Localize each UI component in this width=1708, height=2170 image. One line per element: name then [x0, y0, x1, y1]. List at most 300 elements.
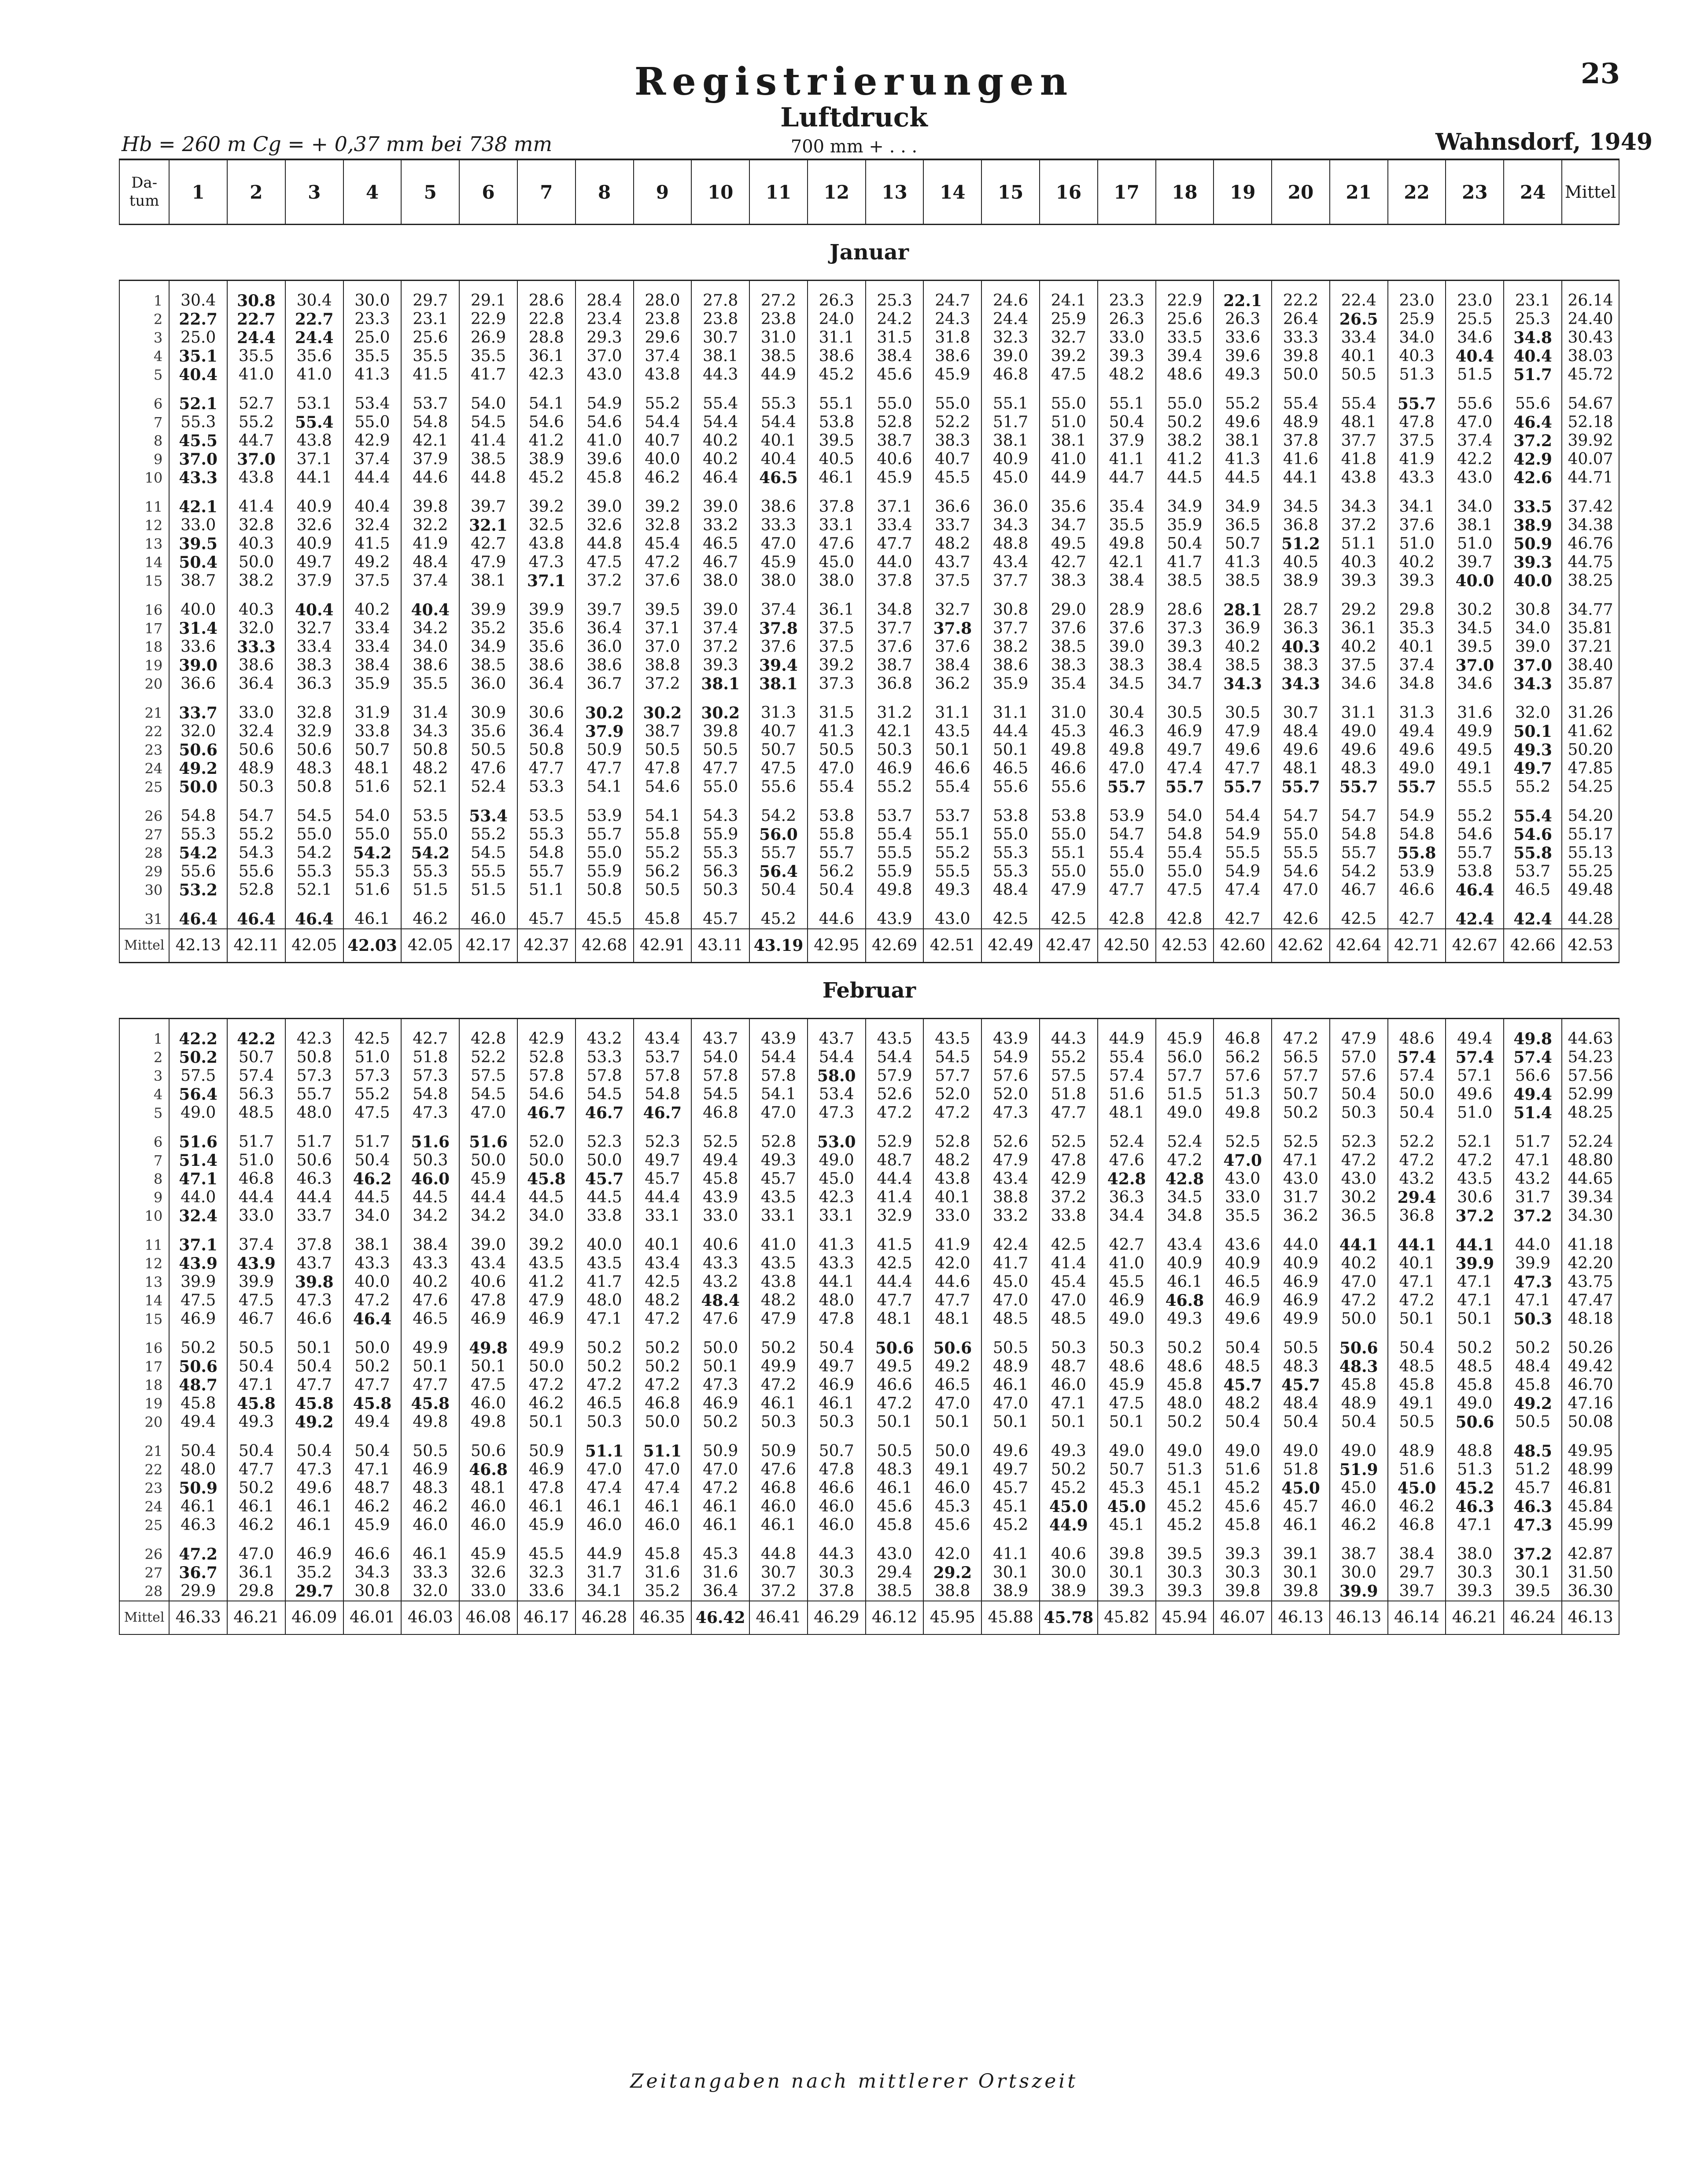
- value-cell: 54.2: [285, 844, 343, 862]
- value-cell: 50.6: [285, 1151, 343, 1170]
- table-row: [119, 1085, 1619, 1104]
- hourly-mean-cell: 42.53: [1156, 929, 1214, 963]
- hourly-mean-cell: 46.07: [1214, 1601, 1272, 1634]
- value-cell: 40.0: [1504, 572, 1562, 590]
- value-cell: 45.2: [517, 469, 575, 487]
- value-cell: 57.6: [1214, 1067, 1272, 1085]
- value-cell: 51.8: [1272, 1460, 1330, 1479]
- value-cell: 50.7: [227, 1048, 285, 1067]
- value-cell: 36.3: [1098, 1188, 1156, 1207]
- value-cell: 37.7: [1330, 432, 1388, 450]
- value-cell: 48.5: [227, 1104, 285, 1122]
- value-cell: 52.5: [1214, 1122, 1272, 1151]
- value-cell: 50.5: [866, 1431, 924, 1460]
- value-cell: 37.7: [981, 619, 1040, 638]
- value-cell: 47.8: [517, 1479, 575, 1497]
- value-cell: 37.2: [1330, 516, 1388, 535]
- value-cell: 50.5: [1388, 1413, 1446, 1431]
- value-cell: 52.5: [1272, 1122, 1330, 1151]
- value-cell: 49.4: [1388, 722, 1446, 741]
- value-cell: 45.1: [1098, 1516, 1156, 1534]
- value-cell: 24.4: [981, 310, 1040, 329]
- value-cell: 51.6: [169, 1122, 227, 1151]
- value-cell: 46.3: [285, 1170, 343, 1188]
- value-cell: 50.4: [1156, 535, 1214, 553]
- value-cell: 33.4: [1330, 329, 1388, 347]
- value-cell: 32.0: [1504, 693, 1562, 722]
- value-cell: 47.3: [517, 553, 575, 572]
- value-cell: 25.3: [1504, 310, 1562, 329]
- date-cell: 1: [119, 281, 169, 311]
- value-cell: 42.3: [517, 366, 575, 384]
- value-cell: 46.6: [866, 1376, 924, 1394]
- value-cell: 43.9: [169, 1254, 227, 1273]
- daily-mean-cell: 31.26: [1562, 693, 1619, 722]
- value-cell: 47.8: [459, 1291, 517, 1310]
- value-cell: 44.3: [691, 366, 749, 384]
- value-cell: 53.7: [923, 796, 981, 825]
- date-cell: 13: [119, 1273, 169, 1291]
- value-cell: 38.4: [1156, 656, 1214, 675]
- value-cell: 45.8: [575, 469, 634, 487]
- value-cell: 46.9: [169, 1310, 227, 1328]
- value-cell: 49.3: [1214, 366, 1272, 384]
- value-cell: 39.3: [691, 656, 749, 675]
- value-cell: 38.7: [866, 432, 924, 450]
- value-cell: 30.1: [1504, 1564, 1562, 1582]
- value-cell: 47.2: [923, 1104, 981, 1122]
- value-cell: 51.1: [517, 881, 575, 899]
- value-cell: 40.3: [1330, 553, 1388, 572]
- value-cell: 46.0: [459, 1497, 517, 1516]
- table-row: [119, 1019, 1619, 1049]
- value-cell: 39.9: [1504, 1254, 1562, 1273]
- value-cell: 48.0: [285, 1104, 343, 1122]
- value-cell: 50.0: [459, 1151, 517, 1170]
- value-cell: 50.4: [1272, 1413, 1330, 1431]
- value-cell: 36.4: [517, 722, 575, 741]
- value-cell: 55.5: [459, 862, 517, 881]
- value-cell: 50.0: [517, 1151, 575, 1170]
- value-cell: 35.5: [401, 675, 459, 693]
- value-cell: 37.2: [575, 572, 634, 590]
- value-cell: 43.5: [923, 1019, 981, 1049]
- value-cell: 49.5: [1040, 535, 1098, 553]
- hourly-mean-cell: 46.14: [1388, 1601, 1446, 1634]
- value-cell: 54.5: [923, 1048, 981, 1067]
- value-cell: 40.3: [1388, 347, 1446, 366]
- value-cell: 51.6: [1388, 1460, 1446, 1479]
- value-cell: 53.7: [634, 1048, 692, 1067]
- value-cell: 43.3: [1388, 469, 1446, 487]
- value-cell: 46.5: [923, 1376, 981, 1394]
- value-cell: 34.3: [981, 516, 1040, 535]
- value-cell: 50.8: [575, 881, 634, 899]
- value-cell: 29.3: [575, 329, 634, 347]
- value-cell: 36.1: [1330, 619, 1388, 638]
- value-cell: 52.4: [459, 778, 517, 796]
- value-cell: 40.9: [1214, 1254, 1272, 1273]
- value-cell: 49.9: [749, 1357, 808, 1376]
- value-cell: 40.2: [1330, 638, 1388, 656]
- value-cell: 49.5: [866, 1357, 924, 1376]
- value-cell: 36.1: [517, 347, 575, 366]
- value-cell: 34.6: [1446, 675, 1504, 693]
- value-cell: 54.4: [866, 1048, 924, 1067]
- table-row: [119, 862, 1619, 881]
- value-cell: 39.2: [517, 487, 575, 516]
- value-cell: 26.5: [1330, 310, 1388, 329]
- value-cell: 46.8: [749, 1479, 808, 1497]
- value-cell: 25.9: [1040, 310, 1098, 329]
- table-row: [119, 1413, 1619, 1431]
- value-cell: 34.8: [1156, 1207, 1214, 1225]
- value-cell: 29.2: [1330, 590, 1388, 619]
- date-cell: 7: [119, 413, 169, 432]
- value-cell: 44.5: [1214, 469, 1272, 487]
- table-row: [119, 1310, 1619, 1328]
- value-cell: 53.5: [517, 796, 575, 825]
- value-cell: 54.0: [459, 384, 517, 413]
- value-cell: 50.5: [1504, 1413, 1562, 1431]
- value-cell: 37.2: [749, 1582, 808, 1601]
- hourly-mean-cell: 42.05: [401, 929, 459, 963]
- value-cell: 48.3: [866, 1460, 924, 1479]
- value-cell: 42.7: [1040, 553, 1098, 572]
- value-cell: 39.0: [1504, 638, 1562, 656]
- value-cell: 46.8: [1388, 1516, 1446, 1534]
- value-cell: 43.7: [285, 1254, 343, 1273]
- value-cell: 44.0: [169, 1188, 227, 1207]
- value-cell: 57.4: [1504, 1048, 1562, 1067]
- value-cell: 50.2: [343, 1357, 402, 1376]
- value-cell: 45.9: [459, 1534, 517, 1564]
- value-cell: 57.5: [1040, 1067, 1098, 1085]
- value-cell: 39.9: [459, 590, 517, 619]
- value-cell: 38.2: [981, 638, 1040, 656]
- value-cell: 52.8: [923, 1122, 981, 1151]
- value-cell: 43.4: [1156, 1225, 1214, 1254]
- value-cell: 47.3: [1504, 1516, 1562, 1534]
- value-cell: 47.0: [749, 1104, 808, 1122]
- column-header-hour: 18: [1156, 159, 1214, 225]
- value-cell: 31.9: [343, 693, 402, 722]
- value-cell: 54.5: [459, 1085, 517, 1104]
- value-cell: 37.8: [808, 1582, 866, 1601]
- station-constants: Hb = 260 m Cg = + 0,37 mm bei 738 mm: [122, 132, 553, 156]
- daily-mean-cell: 37.42: [1562, 487, 1619, 516]
- value-cell: 50.1: [517, 1413, 575, 1431]
- value-cell: 35.1: [169, 347, 227, 366]
- table-row: [119, 1394, 1619, 1413]
- value-cell: 36.4: [517, 675, 575, 693]
- value-cell: 23.3: [1098, 281, 1156, 311]
- value-cell: 30.0: [1330, 1564, 1388, 1582]
- value-cell: 37.8: [808, 487, 866, 516]
- date-cell: 15: [119, 572, 169, 590]
- column-header-hour: 23: [1446, 159, 1504, 225]
- column-header-hour: 11: [749, 159, 808, 225]
- daily-mean-cell: 39.34: [1562, 1188, 1619, 1207]
- value-cell: 50.0: [1388, 1085, 1446, 1104]
- value-cell: 47.2: [517, 1376, 575, 1394]
- value-cell: 55.6: [981, 778, 1040, 796]
- table-row: [119, 1376, 1619, 1394]
- value-cell: 47.2: [634, 553, 692, 572]
- column-header-datum: Da-tum: [119, 159, 169, 225]
- value-cell: 43.4: [634, 1019, 692, 1049]
- value-cell: 52.3: [634, 1122, 692, 1151]
- value-cell: 50.4: [749, 881, 808, 899]
- value-cell: 55.3: [749, 384, 808, 413]
- value-cell: 50.1: [923, 1413, 981, 1431]
- value-cell: 44.4: [459, 1188, 517, 1207]
- value-cell: 54.2: [401, 844, 459, 862]
- value-cell: 30.6: [517, 693, 575, 722]
- value-cell: 51.0: [1446, 1104, 1504, 1122]
- value-cell: 33.1: [808, 1207, 866, 1225]
- value-cell: 34.3: [1330, 487, 1388, 516]
- value-cell: 36.0: [981, 487, 1040, 516]
- date-cell: 23: [119, 1479, 169, 1497]
- value-cell: 46.3: [169, 1516, 227, 1534]
- value-cell: 57.4: [1388, 1048, 1446, 1067]
- value-cell: 33.3: [749, 516, 808, 535]
- value-cell: 43.9: [691, 1188, 749, 1207]
- date-cell: 15: [119, 1310, 169, 1328]
- value-cell: 46.0: [808, 1516, 866, 1534]
- value-cell: 30.7: [691, 329, 749, 347]
- value-cell: 49.6: [1214, 413, 1272, 432]
- value-cell: 47.7: [866, 1291, 924, 1310]
- value-cell: 39.5: [1156, 1534, 1214, 1564]
- daily-mean-cell: 26.14: [1562, 281, 1619, 311]
- value-cell: 47.2: [169, 1534, 227, 1564]
- column-header-hour: 8: [575, 159, 634, 225]
- value-cell: 40.5: [808, 450, 866, 469]
- value-cell: 52.8: [749, 1122, 808, 1151]
- value-cell: 44.6: [401, 469, 459, 487]
- date-cell: 13: [119, 535, 169, 553]
- daily-mean-cell: 47.85: [1562, 759, 1619, 778]
- value-cell: 40.4: [169, 366, 227, 384]
- value-cell: 36.8: [1388, 1207, 1446, 1225]
- value-cell: 45.8: [1388, 1376, 1446, 1394]
- value-cell: 45.4: [1040, 1273, 1098, 1291]
- value-cell: 50.6: [1330, 1328, 1388, 1357]
- value-cell: 22.4: [1330, 281, 1388, 311]
- value-cell: 38.5: [459, 450, 517, 469]
- value-cell: 43.8: [923, 1170, 981, 1188]
- value-cell: 37.0: [1446, 656, 1504, 675]
- value-cell: 24.3: [923, 310, 981, 329]
- value-cell: 48.2: [749, 1291, 808, 1310]
- mean-label: Mittel: [119, 1601, 169, 1634]
- value-cell: 47.1: [343, 1460, 402, 1479]
- value-cell: 31.5: [866, 329, 924, 347]
- value-cell: 33.7: [169, 693, 227, 722]
- value-cell: 45.7: [749, 1170, 808, 1188]
- value-cell: 32.7: [1040, 329, 1098, 347]
- value-cell: 54.3: [691, 796, 749, 825]
- value-cell: 50.9: [749, 1431, 808, 1460]
- value-cell: 54.8: [1156, 825, 1214, 844]
- value-cell: 37.4: [343, 450, 402, 469]
- value-cell: 51.7: [343, 1122, 402, 1151]
- value-cell: 39.5: [1504, 1582, 1562, 1601]
- value-cell: 35.2: [634, 1582, 692, 1601]
- value-cell: 35.2: [285, 1564, 343, 1582]
- value-cell: 47.7: [1040, 1104, 1098, 1122]
- value-cell: 46.0: [1330, 1497, 1388, 1516]
- date-cell: 29: [119, 862, 169, 881]
- value-cell: 37.4: [1446, 432, 1504, 450]
- value-cell: 46.8: [227, 1170, 285, 1188]
- value-cell: 33.0: [1214, 1188, 1272, 1207]
- value-cell: 50.4: [227, 1431, 285, 1460]
- value-cell: 25.0: [343, 329, 402, 347]
- value-cell: 42.2: [169, 1019, 227, 1049]
- hourly-mean-cell: 46.42: [691, 1601, 749, 1634]
- value-cell: 23.8: [634, 310, 692, 329]
- table-row: [119, 881, 1619, 899]
- value-cell: 44.3: [1040, 1019, 1098, 1049]
- value-cell: 33.4: [343, 638, 402, 656]
- value-cell: 55.2: [923, 844, 981, 862]
- value-cell: 37.8: [866, 572, 924, 590]
- value-cell: 41.2: [1156, 450, 1214, 469]
- value-cell: 33.0: [227, 693, 285, 722]
- column-header-hour: 1: [169, 159, 227, 225]
- value-cell: 35.5: [1098, 516, 1156, 535]
- value-cell: 39.0: [1098, 638, 1156, 656]
- value-cell: 38.3: [285, 656, 343, 675]
- value-cell: 31.1: [923, 693, 981, 722]
- value-cell: 40.4: [343, 487, 402, 516]
- value-cell: 44.4: [343, 469, 402, 487]
- value-cell: 40.4: [285, 590, 343, 619]
- date-cell: 6: [119, 384, 169, 413]
- date-cell: 27: [119, 1564, 169, 1582]
- value-cell: 48.1: [866, 1310, 924, 1328]
- value-cell: 40.0: [575, 1225, 634, 1254]
- table-row: [119, 535, 1619, 553]
- value-cell: 40.3: [227, 590, 285, 619]
- table-row: [119, 1497, 1619, 1516]
- value-cell: 51.3: [1388, 366, 1446, 384]
- value-cell: 34.9: [459, 638, 517, 656]
- value-cell: 38.1: [691, 675, 749, 693]
- value-cell: 53.1: [285, 384, 343, 413]
- daily-mean-cell: 57.56: [1562, 1067, 1619, 1085]
- value-cell: 49.6: [1388, 741, 1446, 759]
- value-cell: 30.3: [1214, 1564, 1272, 1582]
- value-cell: 50.3: [575, 1413, 634, 1431]
- daily-mean-cell: 42.20: [1562, 1254, 1619, 1273]
- value-cell: 34.8: [1504, 329, 1562, 347]
- value-cell: 45.8: [169, 1394, 227, 1413]
- value-cell: 54.5: [459, 844, 517, 862]
- value-cell: 32.6: [285, 516, 343, 535]
- value-cell: 56.3: [691, 862, 749, 881]
- value-cell: 47.6: [459, 759, 517, 778]
- value-cell: 48.5: [1446, 1357, 1504, 1376]
- value-cell: 57.4: [1388, 1067, 1446, 1085]
- hourly-mean-cell: 46.03: [401, 1601, 459, 1634]
- date-cell: 16: [119, 590, 169, 619]
- daily-mean-cell: 48.80: [1562, 1151, 1619, 1170]
- value-cell: 47.9: [981, 1151, 1040, 1170]
- value-cell: 41.5: [401, 366, 459, 384]
- value-cell: 47.0: [981, 1291, 1040, 1310]
- value-cell: 47.7: [1098, 881, 1156, 899]
- value-cell: 51.1: [1330, 535, 1388, 553]
- value-cell: 54.1: [634, 796, 692, 825]
- value-cell: 48.1: [1098, 1104, 1156, 1122]
- value-cell: 55.9: [575, 862, 634, 881]
- value-cell: 55.0: [1156, 862, 1214, 881]
- value-cell: 38.0: [808, 572, 866, 590]
- value-cell: 55.4: [866, 825, 924, 844]
- value-cell: 40.1: [634, 1225, 692, 1254]
- value-cell: 55.7: [1098, 778, 1156, 796]
- value-cell: 50.2: [575, 1328, 634, 1357]
- value-cell: 49.7: [1156, 741, 1214, 759]
- value-cell: 53.9: [1388, 862, 1446, 881]
- value-cell: 52.7: [227, 384, 285, 413]
- value-cell: 38.1: [1040, 432, 1098, 450]
- value-cell: 33.0: [227, 1207, 285, 1225]
- daily-mean-cell: 39.92: [1562, 432, 1619, 450]
- table-row: [119, 1460, 1619, 1479]
- value-cell: 33.6: [1214, 329, 1272, 347]
- value-cell: 53.3: [517, 778, 575, 796]
- column-header-hour: 5: [401, 159, 459, 225]
- value-cell: 40.2: [1214, 638, 1272, 656]
- value-cell: 34.3: [401, 722, 459, 741]
- value-cell: 47.6: [808, 535, 866, 553]
- value-cell: 43.0: [1330, 1170, 1388, 1188]
- value-cell: 51.6: [343, 778, 402, 796]
- value-cell: 41.7: [459, 366, 517, 384]
- value-cell: 29.7: [401, 281, 459, 311]
- value-cell: 55.2: [1214, 384, 1272, 413]
- value-cell: 33.0: [1098, 329, 1156, 347]
- value-cell: 53.4: [808, 1085, 866, 1104]
- value-cell: 52.0: [923, 1085, 981, 1104]
- value-cell: 49.2: [169, 759, 227, 778]
- value-cell: 51.1: [575, 1431, 634, 1460]
- date-cell: 10: [119, 469, 169, 487]
- value-cell: 44.1: [1272, 469, 1330, 487]
- value-cell: 40.0: [343, 1273, 402, 1291]
- value-cell: 38.5: [866, 1582, 924, 1601]
- value-cell: 50.3: [227, 778, 285, 796]
- value-cell: 30.5: [1214, 693, 1272, 722]
- value-cell: 47.2: [1330, 1291, 1388, 1310]
- value-cell: 55.0: [1098, 862, 1156, 881]
- value-cell: 42.7: [1214, 899, 1272, 929]
- value-cell: 55.2: [1040, 1048, 1098, 1067]
- value-cell: 45.7: [634, 1170, 692, 1188]
- value-cell: 47.5: [1040, 366, 1098, 384]
- value-cell: 46.6: [808, 1479, 866, 1497]
- column-header-hour: 17: [1098, 159, 1156, 225]
- value-cell: 45.9: [517, 1516, 575, 1534]
- value-cell: 50.3: [1504, 1310, 1562, 1328]
- value-cell: 49.2: [923, 1357, 981, 1376]
- value-cell: 44.8: [749, 1534, 808, 1564]
